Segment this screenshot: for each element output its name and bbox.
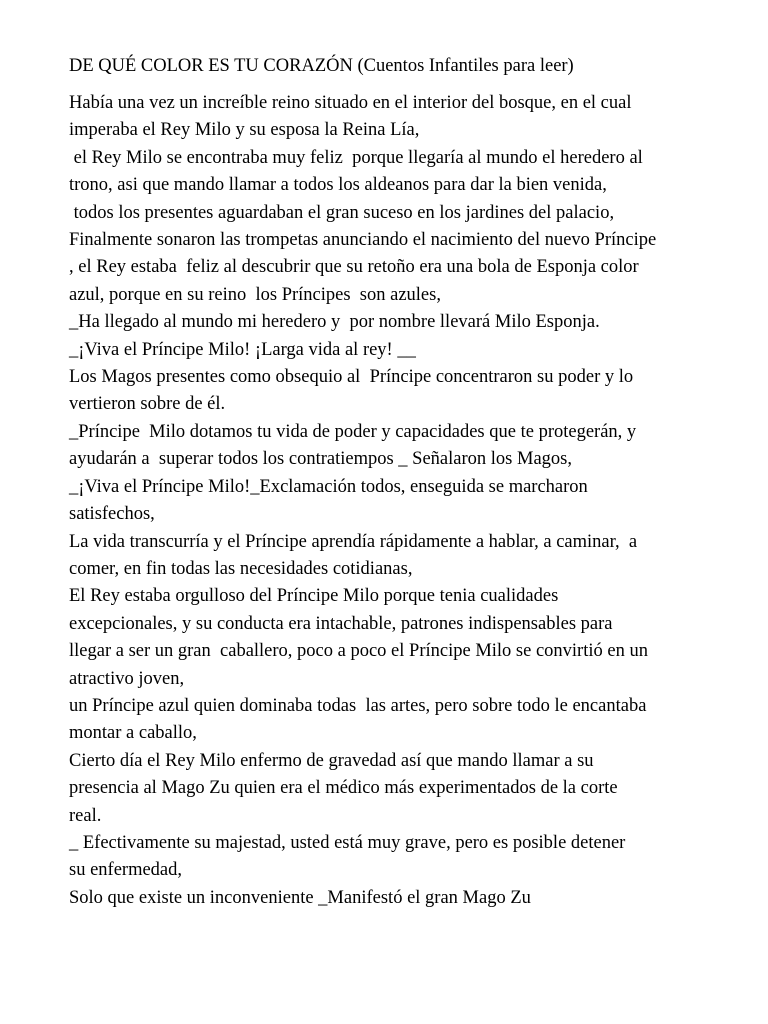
body-line: ayudarán a superar todos los contratiempos _ Señalaron los Magos, xyxy=(69,449,572,470)
body-line: azul, porque en su reino los Príncipes son azules, xyxy=(69,284,441,305)
body-line: montar a caballo, xyxy=(69,723,197,744)
body-line: _¡Viva el Príncipe Milo! ¡Larga vida al rey! __ xyxy=(69,339,416,360)
body-line: Cierto día el Rey Milo enfermo de gravedad así que mando llamar a su xyxy=(69,750,594,771)
body-line: su enfermedad, xyxy=(69,860,183,881)
body-line: Finalmente sonaron las trompetas anunciando el nacimiento del nuevo Príncipe xyxy=(69,230,657,251)
body-line: atractivo joven, xyxy=(69,668,185,689)
body-line: imperaba el Rey Milo y su esposa la Reina Lía, xyxy=(69,120,420,141)
body-line: _ Efectivamente su majestad, usted está muy grave, pero es posible detener xyxy=(69,832,626,853)
body-line: real. xyxy=(69,805,102,826)
body-line: llegar a ser un gran caballero, poco a poco el Príncipe Milo se convirtió en un xyxy=(69,641,648,662)
body-line: vertieron sobre de él. xyxy=(69,394,226,415)
body-line: el Rey Milo se encontraba muy feliz porque llegaría al mundo el heredero al xyxy=(69,147,643,168)
body-line: comer, en fin todas las necesidades cotidianas, xyxy=(69,558,413,579)
document-body xyxy=(69,90,718,912)
body-line: trono, asi que mando llamar a todos los aldeanos para dar la bien venida, xyxy=(69,175,607,196)
body-line: todos los presentes aguardaban el gran suceso en los jardines del palacio, xyxy=(69,202,615,223)
body-line: _Ha llegado al mundo mi heredero y por nombre llevará Milo Esponja. xyxy=(69,312,600,333)
document-title: DE QUÉ COLOR ES TU CORAZÓN (Cuentos Infantiles para leer) xyxy=(69,56,574,76)
body-line: Los Magos presentes como obsequio al Príncipe concentraron su poder y lo xyxy=(69,367,634,388)
body-line: _Príncipe Milo dotamos tu vida de poder y capacidades que te protegerán, y xyxy=(69,421,637,442)
body-line: _¡Viva el Príncipe Milo!_Exclamación todos, enseguida se marcharon xyxy=(69,476,588,497)
body-line: La vida transcurría y el Príncipe aprendía rápidamente a hablar, a caminar, a xyxy=(69,531,638,552)
body-line: excepcionales, y su conducta era intachable, patrones indispensables para xyxy=(69,613,613,634)
body-line: , el Rey estaba feliz al descubrir que su retoño era una bola de Esponja color xyxy=(69,257,639,278)
body-line: Solo que existe un inconveniente _Manifestó el gran Mago Zu xyxy=(69,887,531,908)
body-line: presencia al Mago Zu quien era el médico más experimentados de la corte xyxy=(69,778,618,799)
body-line: Había una vez un increíble reino situado en el interior del bosque, en el cual xyxy=(69,93,632,113)
body-line: satisfechos, xyxy=(69,504,155,525)
body-line: un Príncipe azul quien dominaba todas las artes, pero sobre todo le encantaba xyxy=(69,695,647,716)
body-line: El Rey estaba orgulloso del Príncipe Milo porque tenia cualidades xyxy=(69,586,559,607)
